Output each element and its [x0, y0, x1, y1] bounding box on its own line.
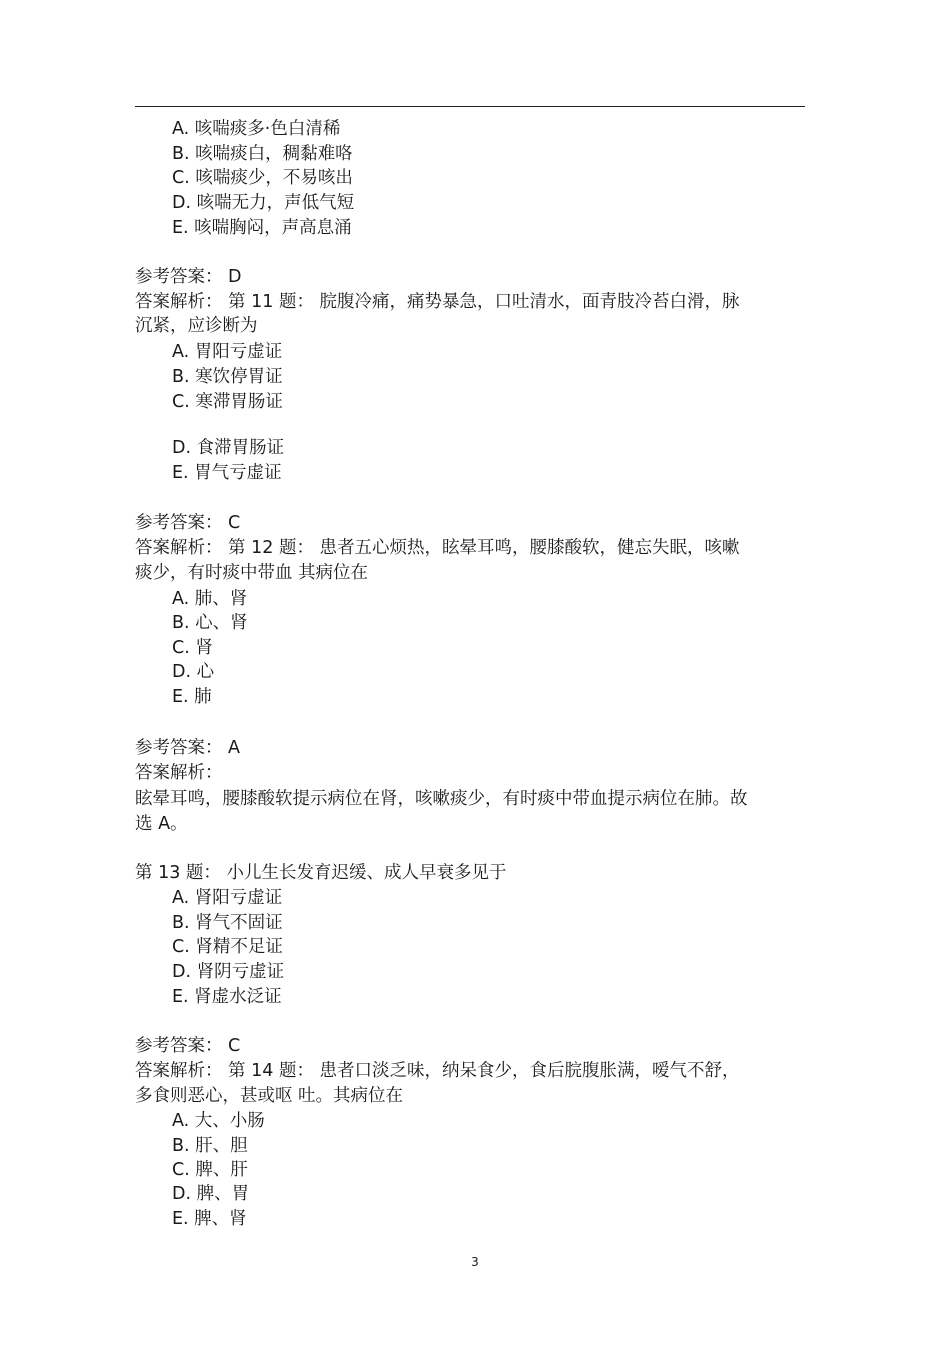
q12-option-d: D. 心 — [172, 662, 215, 682]
q12-option-a: A. 肺、肾 — [172, 589, 248, 609]
q11-option-c: C. 寒滞胃肠证 — [172, 392, 283, 412]
q13-option-a: A. 肾阳亏虚证 — [172, 888, 283, 908]
page-number: 3 — [471, 1255, 479, 1269]
q11-option-d: D. 食滞胃肠证 — [172, 438, 285, 458]
q10-option-d: D. 咳喘无力，声低气短 — [172, 193, 355, 213]
q10-option-a: A. 咳喘痰多·色白清稀 — [172, 119, 341, 139]
q11-analysis-line1: 答案解析： 第 11 题： 脘腹冷痛，痛势暴急，口吐清水，面青肢冷苔白滑，脉 — [135, 292, 740, 312]
q10-answer: 参考答案： D — [135, 267, 242, 287]
q13-option-c: C. 肾精不足证 — [172, 937, 283, 957]
q13-answer: 参考答案： C — [135, 1036, 241, 1056]
q13-option-d: D. 肾阴亏虚证 — [172, 962, 285, 982]
q11-option-b: B. 寒饮停胃证 — [172, 367, 283, 387]
q12-analysis-line2: 痰少，有时痰中带血 其病位在 — [135, 563, 369, 583]
q13-option-e: E. 肾虚水泛证 — [172, 987, 282, 1007]
q12-option-c: C. 肾 — [172, 638, 213, 658]
q12-explain-line2: 选 A。 — [135, 814, 188, 834]
q12-analysis-line1: 答案解析： 第 12 题： 患者五心烦热，眩晕耳鸣，腰膝酸软，健忘失眠，咳嗽 — [135, 538, 740, 558]
q12-option-e: E. 肺 — [172, 687, 212, 707]
q14-option-c: C. 脾、肝 — [172, 1160, 248, 1180]
q13-title: 第 13 题： 小儿生长发育迟缓、成人早衰多见于 — [135, 863, 507, 883]
q14-option-e: E. 脾、肾 — [172, 1209, 247, 1229]
q14-option-b: B. 肝、胆 — [172, 1136, 248, 1156]
q12-option-b: B. 心、肾 — [172, 613, 248, 633]
q11-option-e: E. 胃气亏虚证 — [172, 463, 282, 483]
q13-option-b: B. 肾气不固证 — [172, 913, 283, 933]
q11-option-a: A. 胃阳亏虚证 — [172, 342, 283, 362]
q14-option-d: D. 脾、胃 — [172, 1184, 250, 1204]
q10-option-b: B. 咳喘痰白，稠黏难咯 — [172, 144, 353, 164]
q12-answer: 参考答案： A — [135, 738, 241, 758]
q14-analysis-line2: 多食则恶心，甚或呕 吐。其病位在 — [135, 1086, 404, 1106]
q14-option-a: A. 大、小肠 — [172, 1111, 265, 1131]
q12-explain-line1: 眩晕耳鸣，腰膝酸软提示病位在肾，咳嗽痰少，有时痰中带血提示病位在肺。故 — [135, 789, 748, 809]
q14-analysis-line1: 答案解析： 第 14 题： 患者口淡乏味，纳呆食少，食后脘腹胀满，嗳气不舒， — [135, 1061, 740, 1081]
q11-answer: 参考答案： C — [135, 513, 241, 533]
q12-explain-label: 答案解析： — [135, 763, 223, 783]
q10-option-c: C. 咳喘痰少，不易咳出 — [172, 168, 353, 188]
q10-option-e: E. 咳喘胸闷，声高息涌 — [172, 218, 352, 238]
header-rule — [135, 106, 805, 107]
q11-analysis-line2: 沉紧，应诊断为 — [135, 316, 258, 336]
